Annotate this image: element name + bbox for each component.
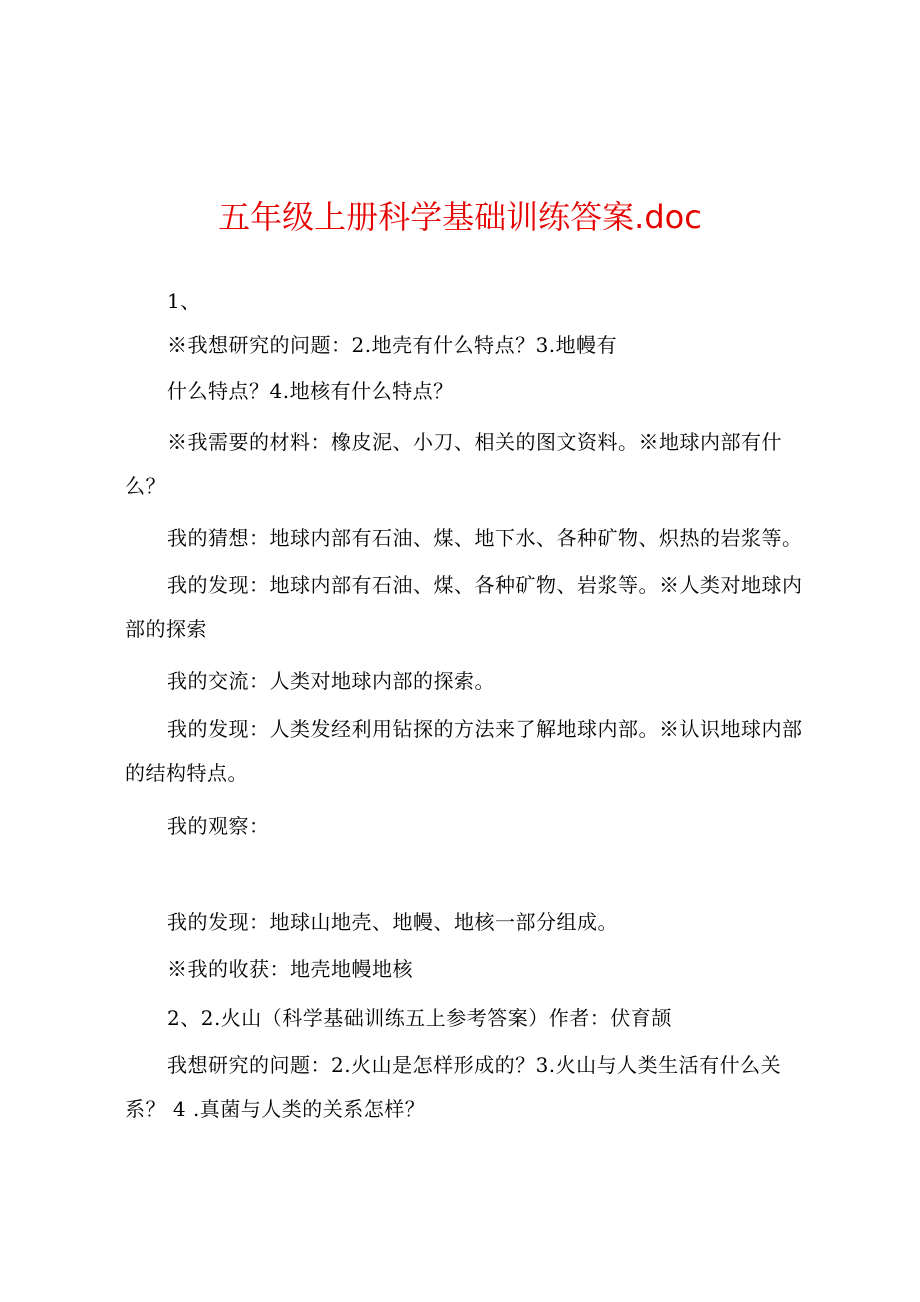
paragraph: ※我想研究的问题：2.地壳有什么特点？3.地幔有	[167, 333, 618, 357]
paragraph: 什么特点？4.地核有什么特点？	[167, 379, 454, 403]
paragraph: 2、2.火山（科学基础训练五上参考答案）作者：伏育颉	[167, 1006, 672, 1030]
paragraph: 我的发现：地球内部有石油、煤、各种矿物、岩浆等。※人类对地球内部的探索	[125, 573, 803, 641]
document-title: 五年级上册科学基础训练答案.doc	[218, 198, 702, 236]
paragraph: 我的观察：	[167, 814, 270, 838]
paragraph: ※我的收获：地壳地幔地核	[167, 957, 413, 981]
paragraph: 我的发现：地球山地壳、地幔、地核一部分组成。	[167, 910, 618, 934]
paragraph: 我想研究的问题：2.火山是怎样形成的？3.火山与人类生活有什么关系？ 4 .真菌与人类的关系怎样？	[125, 1053, 782, 1121]
paragraph: 我的交流：人类对地球内部的探索。	[167, 669, 495, 693]
paragraph: 1、	[167, 289, 201, 313]
paragraph: ※我需要的材料：橡皮泥、小刀、相关的图文资料。※地球内部有什么？	[125, 430, 782, 498]
paragraph: 我的发现：人类发经利用钻探的方法来了解地球内部。※认识地球内部的结构特点。	[125, 717, 803, 785]
paragraph: 我的猜想：地球内部有石油、煤、地下水、各种矿物、炽热的岩浆等。	[167, 526, 803, 550]
